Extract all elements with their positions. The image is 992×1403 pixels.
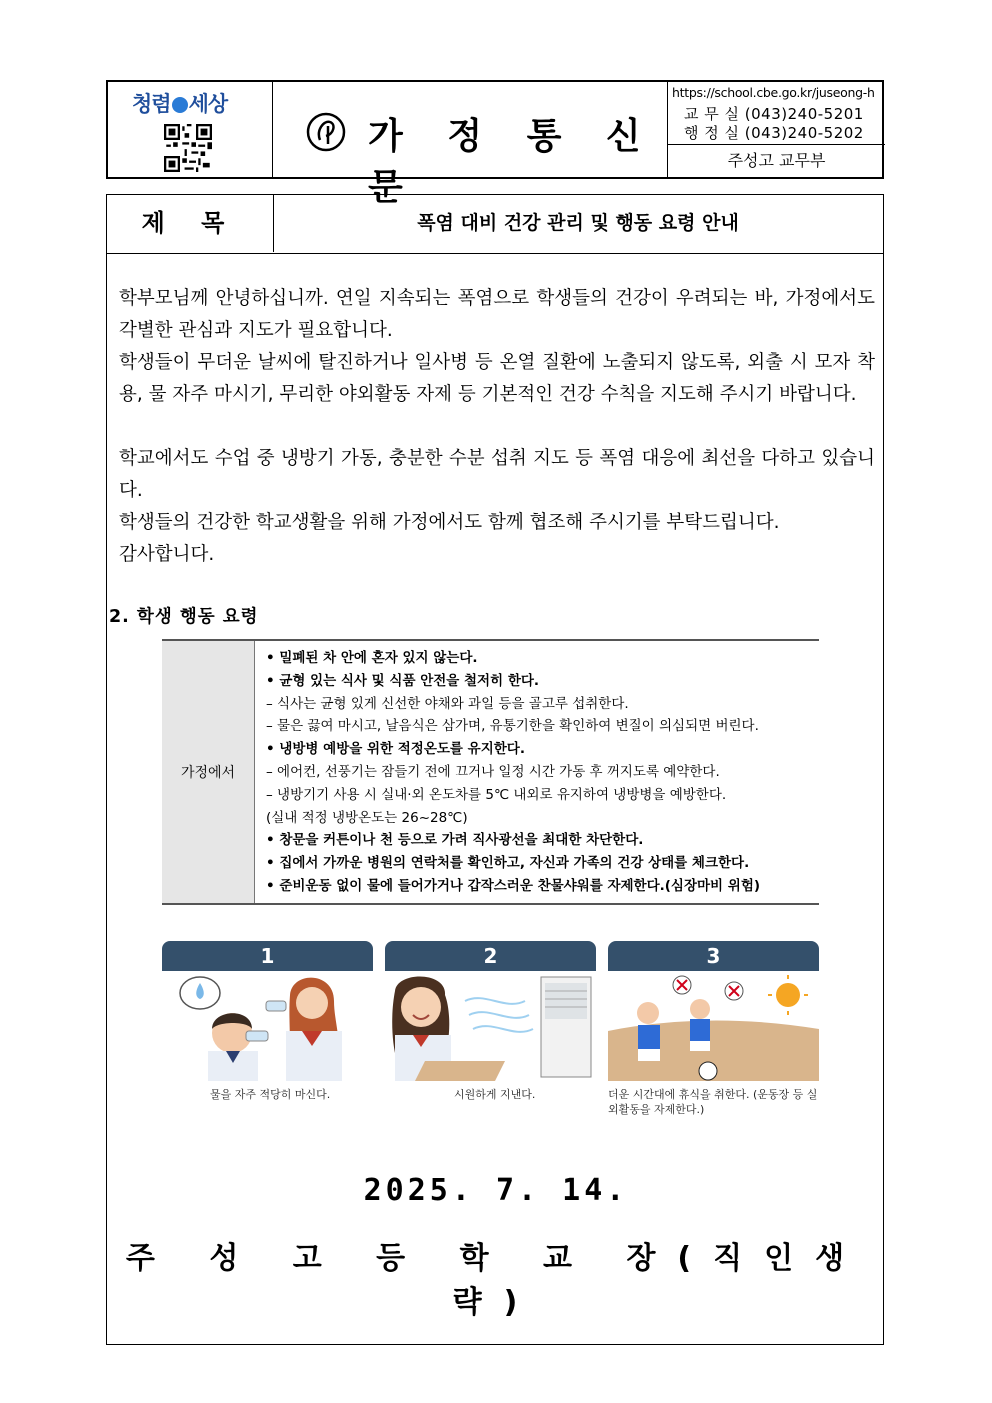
subject-row [106, 194, 884, 254]
school-effort-paragraph: 학교에서도 수업 중 냉방기 가동, 충분한 수분 섭취 지도 등 폭염 대응에 최선을 다하고 있습니다. [119, 448, 875, 501]
section-title: 2. 학생 행동 요령 [109, 607, 259, 627]
guidance-paragraph: 학생들이 무더운 날씨에 탈진하거나 일사병 등 온열 질환에 노출되지 않도록, 외출 시 모자 착용, 물 자주 마시기, 무리한 야외활동 자제 등 기본적인 건강 수칙을 지도해 주시기 바랍니다. [119, 352, 875, 405]
integrity-logo: 청렴 세상 [132, 91, 228, 116]
illustration-cards [162, 941, 819, 1141]
rule-subitem: – 식사는 균형 있게 신선한 야채와 과일 등을 골고루 섭취한다. [266, 695, 629, 712]
rule-item: • 밀폐된 차 안에 혼자 있지 않는다. [266, 650, 478, 666]
air-conditioner-illustration [385, 971, 596, 1081]
card-number: 2 [385, 941, 596, 971]
card-caption-2: 시원하게 지낸다. [454, 1088, 536, 1101]
school-url-link[interactable]: https://school.cbe.go.kr/juseong-h [672, 85, 875, 100]
subject-label: 제 목 [107, 195, 274, 252]
issue-date: 2025. 7. 14. [363, 1173, 629, 1208]
school-logo-cell [108, 82, 273, 177]
contact-cell [667, 82, 885, 177]
card-caption-3: 더운 시간대에 휴식을 취한다. (운동장 등 실외활동을 자제한다.) [608, 1088, 818, 1116]
title-cell [272, 82, 667, 208]
rules-list [266, 647, 813, 898]
illustration-card-3 [608, 941, 819, 1081]
admin-office-phone: 행 정 실 (043)240-5202 [684, 124, 864, 142]
newsletter-header [106, 80, 884, 208]
rule-item: • 집에서 가까운 병원의 연락처를 확인하고, 자신과 가족의 건강 상태를 체크한다. [266, 855, 750, 872]
thanks-paragraph: 감사합니다. [119, 544, 215, 565]
rule-item: • 냉방병 예방을 위한 적정온도를 유지한다. [266, 741, 525, 758]
qr-code-icon[interactable] [164, 124, 212, 172]
illustration-card-2 [385, 941, 596, 1081]
rule-subitem: – 에어컨, 선풍기는 잠들기 전에 끄거나 일정 시간 가동 후 꺼지도록 예약한다. [266, 763, 720, 780]
rule-item: • 균형 있는 식사 및 식품 안전을 철저히 한다. [266, 672, 540, 689]
request-paragraph: 학생들의 건강한 학교생활을 위해 가정에서도 함께 협조해 주시기를 부탁드립니다. [119, 512, 780, 533]
outdoor-rest-illustration [608, 971, 819, 1081]
illustration-card-1 [162, 941, 373, 1081]
rules-label: 가정에서 [162, 641, 255, 903]
greeting-paragraph: 학부모님께 안녕하십니까. 연일 지속되는 폭염으로 학생들의 건강이 우려되는 바, 가정에서도 각별한 관심과 지도가 필요합니다. [119, 288, 875, 341]
school-emblem-icon [306, 112, 346, 152]
rule-subitem: – 물은 끓여 마시고, 날음식은 삼가며, 유통기한을 확인하여 변질이 의심되면 버린다. [266, 718, 759, 735]
rule-subitem: (실내 적정 냉방온도는 26~28℃) [266, 809, 468, 826]
rule-item: • 창문을 커튼이나 천 등으로 가려 직사광선을 최대한 차단한다. [266, 832, 644, 849]
globe-icon [172, 97, 188, 113]
drinking-water-illustration [162, 971, 373, 1081]
page-title: 가 정 통 신 문 [368, 116, 657, 208]
subject-title: 폭염 대비 건강 관리 및 행동 요령 안내 [417, 212, 739, 234]
rule-subitem: – 냉방기기 사용 시 실내·외 온도차를 5℃ 내외로 유지하여 냉방병을 예방한다. [266, 786, 727, 803]
card-number: 3 [608, 941, 819, 971]
academic-office-phone: 교 무 실 (043)240-5201 [684, 105, 864, 123]
rules-table [162, 639, 819, 905]
department-name: 주성고 교무부 [727, 151, 826, 170]
rule-item: • 준비운동 없이 물에 들어가거나 갑작스러운 찬물샤워를 자제한다.(심장마비 위험) [266, 877, 761, 894]
body-box [106, 253, 884, 1345]
card-caption-1: 물을 자주 적당히 마신다. [210, 1088, 331, 1101]
card-number: 1 [162, 941, 373, 971]
principal-signature: 주 성 고 등 학 교 장(직인생략) [125, 1241, 867, 1320]
